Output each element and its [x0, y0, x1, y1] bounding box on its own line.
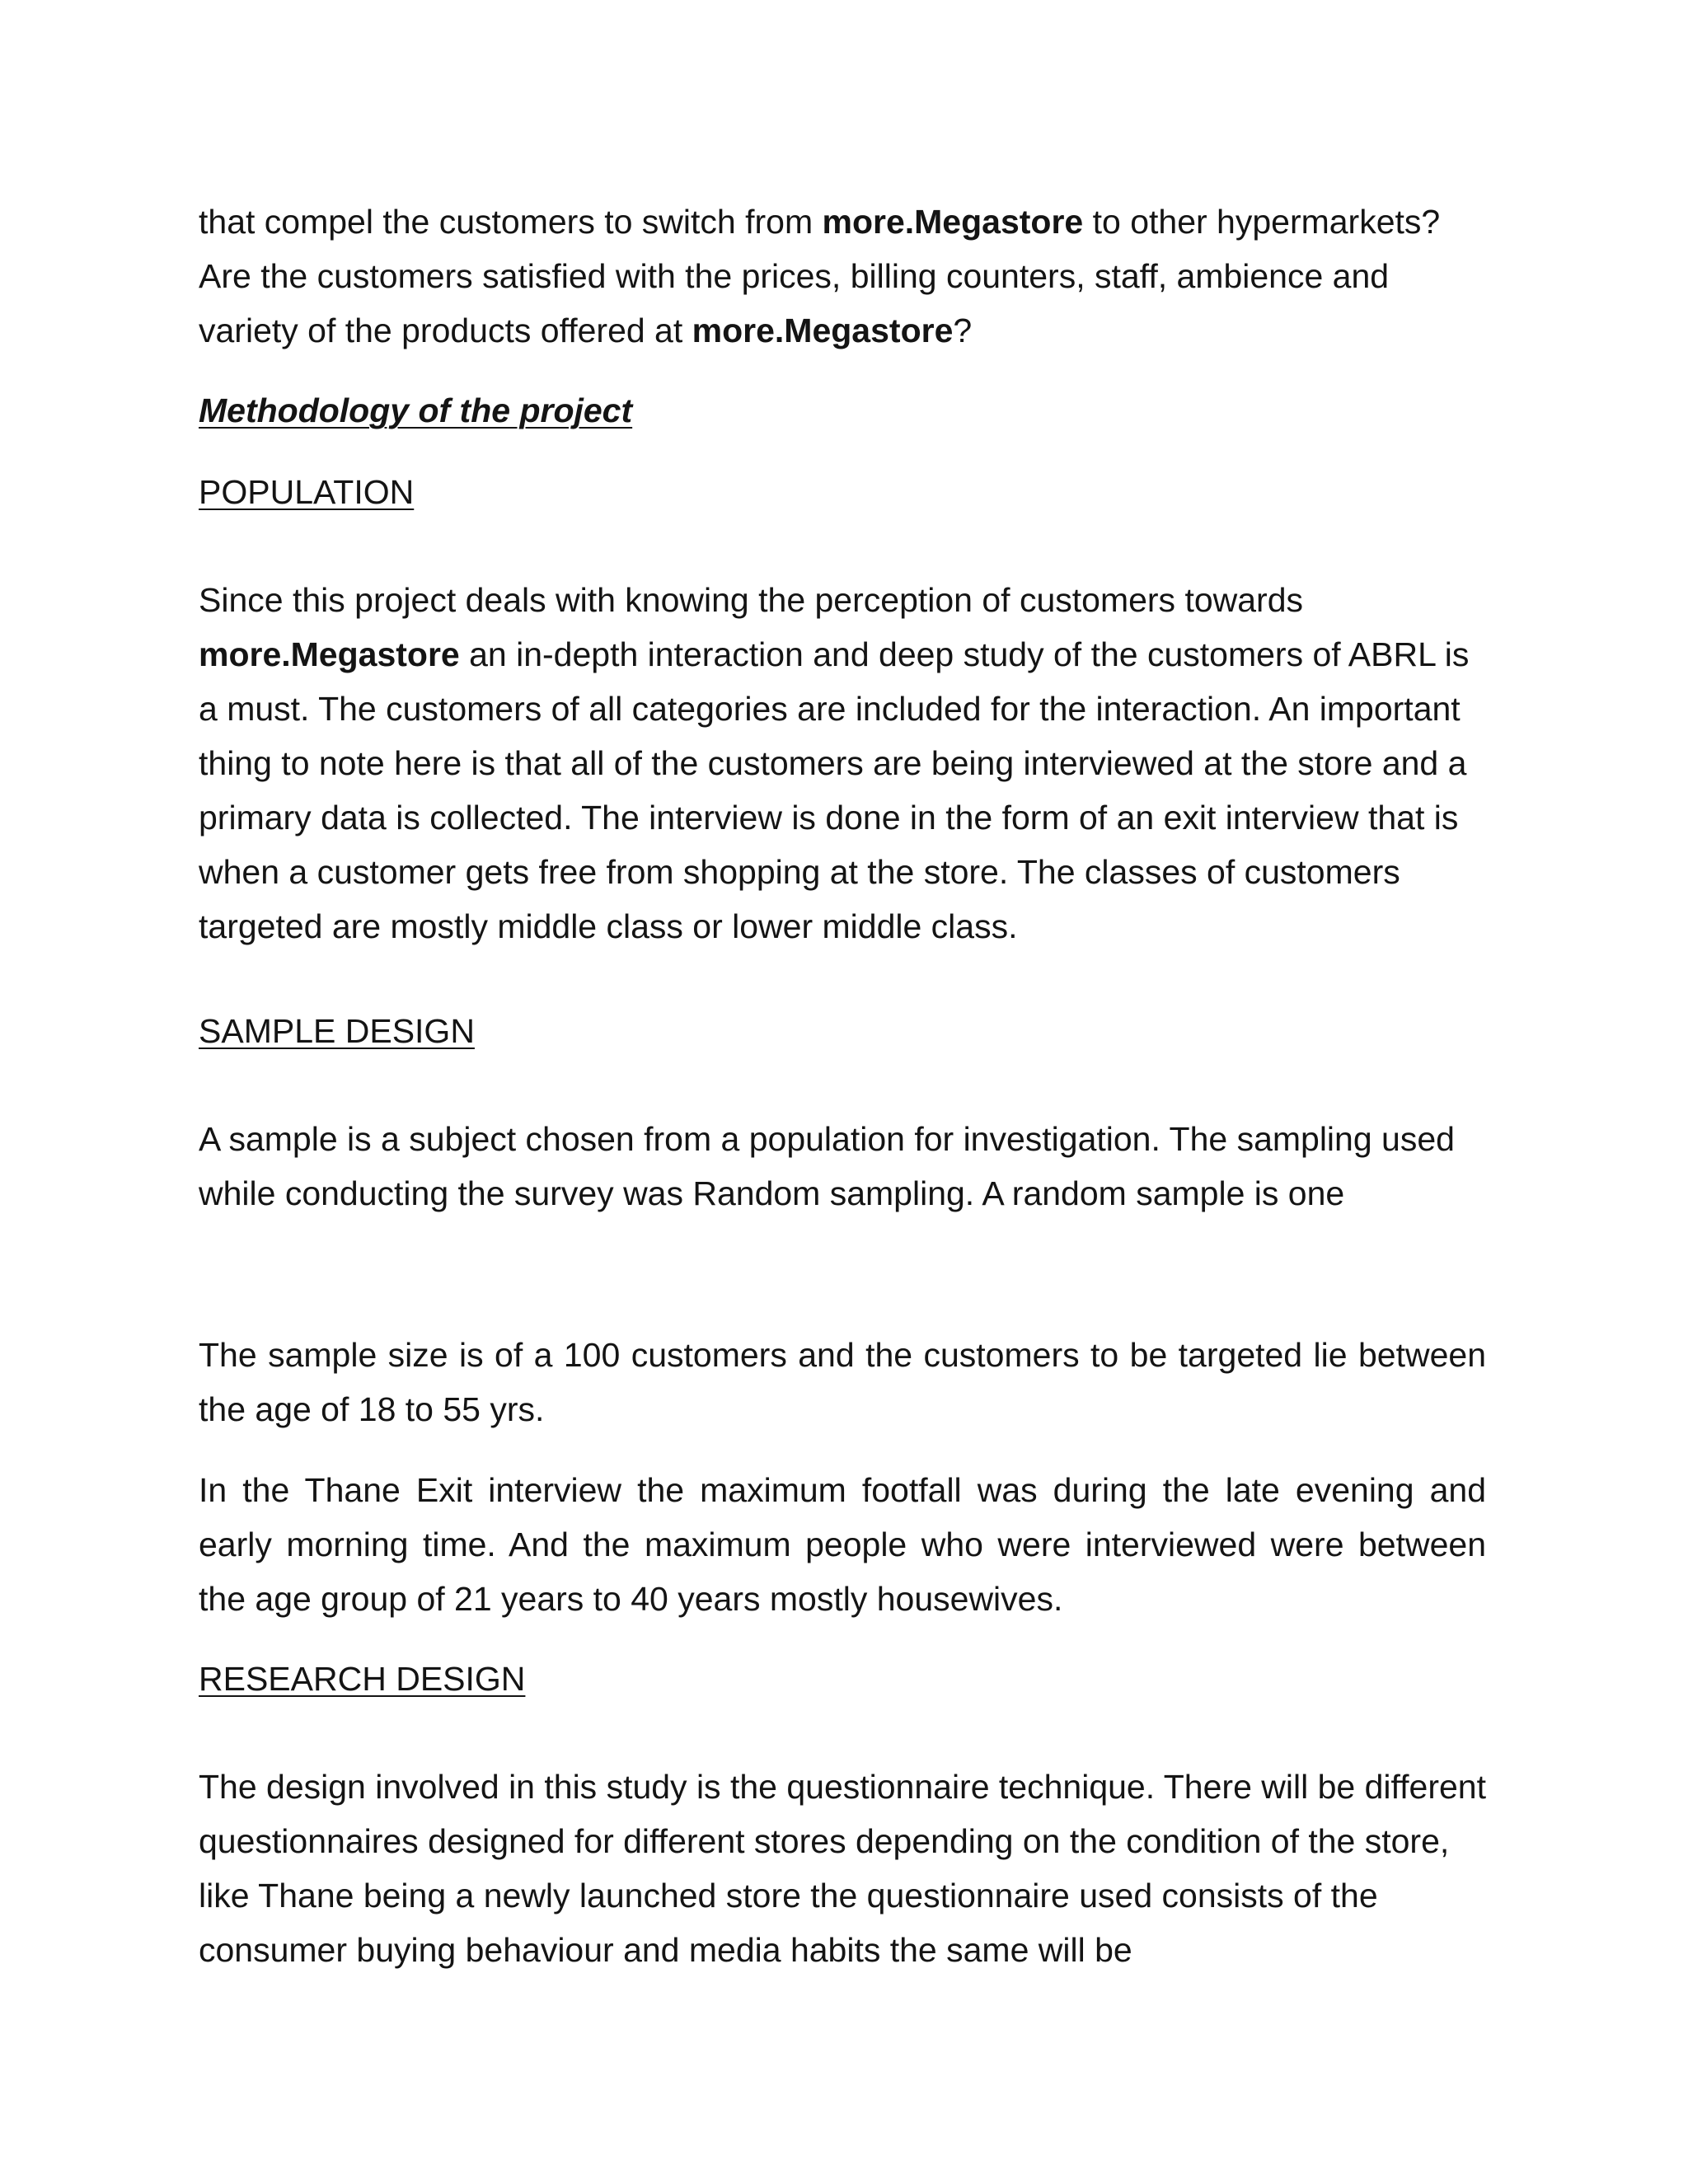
brand-name: more.Megastore — [822, 203, 1084, 241]
research-design-paragraph: The design involved in this study is the questionnaire technique. There will be different questionnaires designed for different stores depending on the condition of the store, like Thane being a newly launched store the questionnaire used consists of the consumer buying behaviour and media habits the same will be — [199, 1768, 1486, 1969]
sample-design-paragraph-1: A sample is a subject chosen from a population for investigation. The sampling used while conducting the survey was Random sampling. A random sample is one — [199, 1120, 1455, 1212]
intro-text-2: to other hypermarkets? Are the customers satisfied with the prices, billing counters, staff, ambience and variety of the products offered at — [199, 203, 1441, 349]
population-heading: POPULATION — [199, 473, 415, 511]
population-text-2: an in-depth interaction and deep study of the customers of ABRL is a must. The customers of all categories are included for the interaction. An important thing to note here is that all of the customers are being interviewed at the store and a primary data is collected. The interview is done in the form of an exit interview that is when a customer gets free from shopping at the store. The classes of customers targeted are mostly middle class or lower middle class. — [199, 635, 1470, 945]
methodology-heading: Methodology of the project — [199, 391, 633, 429]
intro-paragraph — [199, 194, 1486, 358]
sample-design-paragraph-2: The sample size is of a 100 customers and the customers to be targeted lie between the age of 18 to 55 yrs. — [199, 1336, 1486, 1428]
population-paragraph — [199, 573, 1486, 954]
intro-text-3: ? — [953, 312, 973, 349]
sample-design-heading: SAMPLE DESIGN — [199, 1012, 475, 1050]
brand-name: more.Megastore — [199, 635, 460, 673]
brand-name: more.Megastore — [692, 312, 954, 349]
sample-design-paragraph-3: In the Thane Exit interview the maximum footfall was during the late evening and early morning time. And the maximum people who were interviewed were between the age group of 21 years to 40 years mostly housewives. — [199, 1471, 1486, 1618]
population-text-1: Since this project deals with knowing the perception of customers towards — [199, 581, 1304, 619]
research-design-heading: RESEARCH DESIGN — [199, 1660, 526, 1698]
intro-text-1: that compel the customers to switch from — [199, 203, 823, 241]
